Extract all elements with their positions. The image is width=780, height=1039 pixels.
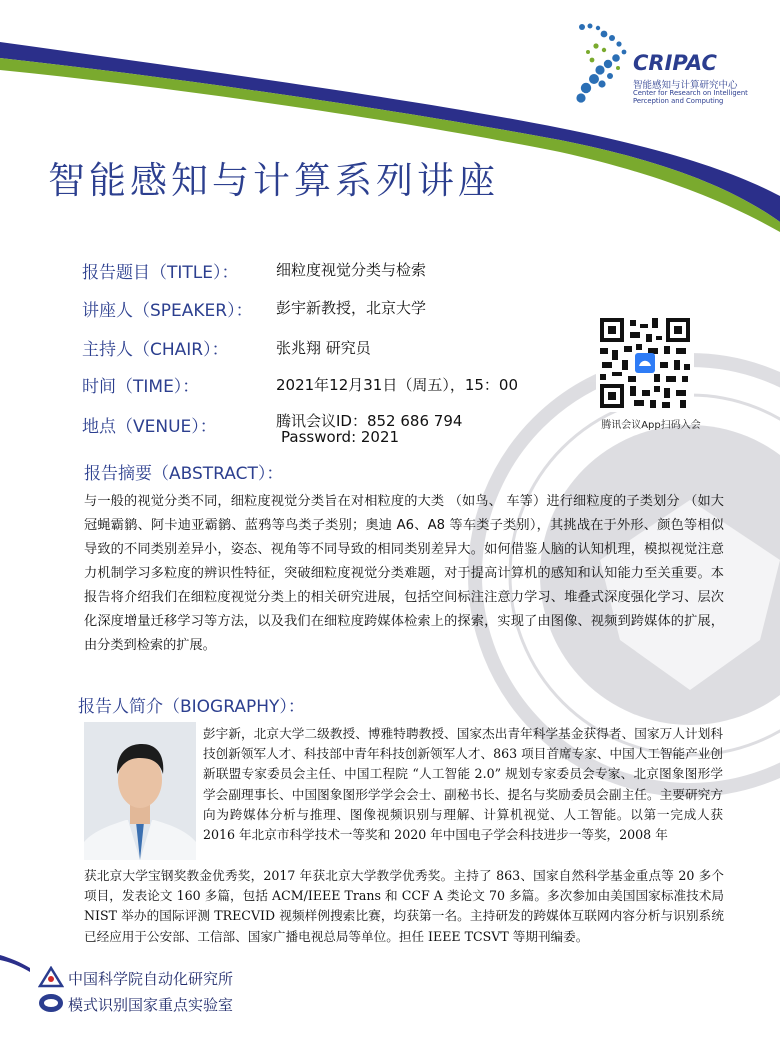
title-value: 细粒度视觉分类与检索 bbox=[276, 261, 427, 279]
lab-name: 模式识别国家重点实验室 bbox=[68, 996, 234, 1014]
venue-value-line2: Password: 2021 bbox=[281, 428, 400, 446]
speaker-photo-graphic bbox=[84, 722, 196, 860]
biography-text-top: 彭宇新，北京大学二级教授、博雅特聘教授、国家杰出青年科学基金获得者、国家万人计划科技创新领军人才、科技部中青年科技创新领军人才、863 项目首席专家、中国人工智能产业创新联盟专家委员会主任、中国工程院 “人工智能 2.0” 规划专家委员会专家、北京图象图形学学会副理事长、中国图象图形学学会会士、副秘书长、提名与奖励委员会副主任。主要研究方向为跨媒体分析与推理、图像视频识别与理解、计算机视觉、人工智能。以第一完成人获 2016 年北京市科学技术一等奖和 2020 年中国电子学会科技进步一等奖，2008 年 bbox=[203, 726, 723, 843]
venue-label: 地点（VENUE）： bbox=[82, 417, 217, 437]
qr-code-icon[interactable] bbox=[596, 314, 694, 412]
nlpr-logo-icon bbox=[38, 992, 64, 1014]
cripac-dots-logo-icon bbox=[572, 22, 634, 104]
institute-name: 中国科学院自动化研究所 bbox=[68, 970, 234, 988]
series-title: 智能感知与计算系列讲座 bbox=[48, 159, 499, 202]
casia-logo-icon bbox=[38, 966, 64, 988]
cripac-logo-en bbox=[633, 89, 773, 105]
qr-code-graphic bbox=[596, 314, 694, 412]
chair-label: 主持人（CHAIR）： bbox=[82, 340, 229, 360]
speaker-value: 彭宇新教授，北京大学 bbox=[276, 299, 427, 317]
cripac-logo-cn: 智能感知与计算研究中心 bbox=[633, 80, 738, 91]
qr-caption: 腾讯会议App扫码入会 bbox=[601, 420, 701, 431]
biography-label: 报告人简介（BIOGRAPHY）： bbox=[78, 697, 305, 717]
abstract-label: 报告摘要（ABSTRACT）： bbox=[84, 464, 284, 484]
cripac-logo-en-line2: Perception and Computing bbox=[633, 97, 724, 105]
cripac-logo-en-line1: Center for Research on Intelligent bbox=[633, 89, 748, 97]
speaker-photo bbox=[84, 722, 196, 860]
biography-text-bottom: 获北京大学宝钢奖教金优秀奖，2017 年获北京大学教学优秀奖。主持了 863、国家自然科学基金重点等 20 多个项目，发表论文 160 多篇，包括 ACM/IEEE Trans 和 CCF A 类论文 70 多篇。多次参加由美国国家标准技术局 NIST 举办的国际评测 TRECVID 视频样例搜索比赛，均获第一名。主持研发的跨媒体互联网内容分析与识别系统已经应用于公安部、工信部、国家广播电视总局等单位。担任 IEEE TCSVT 等期刊编委。 bbox=[84, 868, 724, 944]
time-value: 2021年12月31日（周五），15：00 bbox=[276, 376, 519, 394]
title-label: 报告题目（TITLE）： bbox=[82, 263, 239, 283]
time-label: 时间（TIME）： bbox=[82, 377, 200, 397]
venue-value-line1: 腾讯会议ID：852 686 794 bbox=[276, 412, 463, 430]
abstract-text: 与一般的视觉分类不同，细粒度视觉分类旨在对相粒度的大类 （如鸟、 车等）进行细粒度的子类划分 （如大冠蝇霸鹟、阿卡迪亚霸鹟、蓝鸦等鸟类子类别；奥迪 A6、A8 等车类子类别），其挑战在于外形、颜色等相似导致的不同类别差异小，姿态、视角等不同导致的相同类别差异大。如何借鉴人脑的认知机理，模拟视觉注意力机制学习多粒度的辨识性特征，突破细粒度视觉分类难题，对于提高计算机的感知和认知能力至关重要。本报告将介绍我们在细粒度视觉分类上的相关研究进展，包括空间标注注意力学习、堆叠式深度强化学习、层次化深度增量迁移学习等方法，以及我们在细粒度跨媒体检索上的探索，实现了由图像、视频到跨媒体的扩展，由分类到检索的扩展。 bbox=[84, 494, 724, 653]
chair-value: 张兆翔 研究员 bbox=[276, 339, 371, 357]
cripac-logo-text: CRIPAC bbox=[633, 51, 717, 75]
speaker-label: 讲座人（SPEAKER）： bbox=[82, 301, 253, 321]
